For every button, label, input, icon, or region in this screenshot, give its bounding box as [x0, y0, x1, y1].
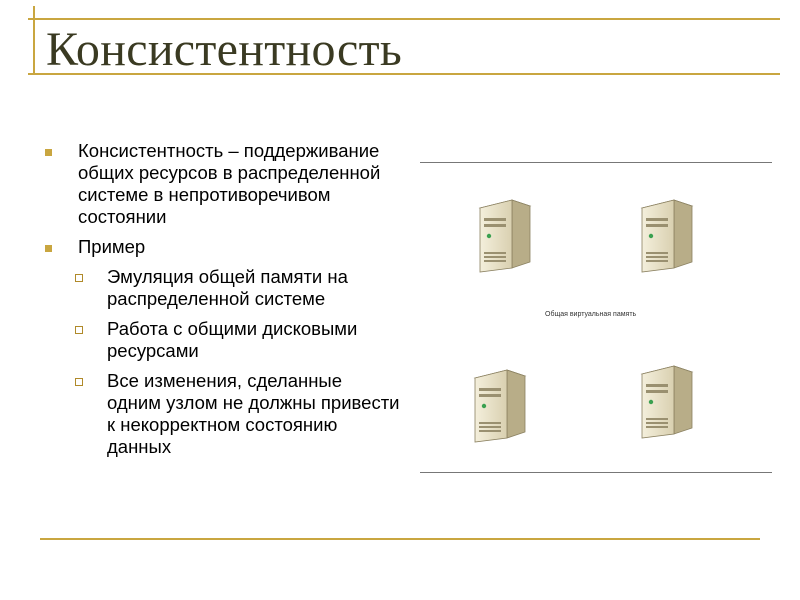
sub-bullet-text: Все изменения, сделанные одним узлом не должны привести к некорректном состоянию данных	[107, 370, 400, 457]
server-tower-icon	[468, 196, 538, 276]
left-rule	[33, 6, 35, 74]
hollow-square-bullet-icon	[75, 274, 83, 282]
sub-bullet-text: Эмуляция общей памяти на распределенной системе	[107, 266, 348, 309]
server-tower-icon	[463, 366, 533, 446]
top-rule	[28, 18, 780, 20]
slide-title: Консистентность	[46, 23, 403, 76]
bullet-text: Консистентность – поддерживание общих ресурсов в распределенной системе в непротиворечивом состоянии	[78, 140, 381, 227]
square-bullet-icon	[45, 245, 52, 252]
sub-bullet-text: Работа с общими дисковыми ресурсами	[107, 318, 358, 361]
hollow-square-bullet-icon	[75, 378, 83, 386]
bullet-list	[40, 140, 400, 466]
bullet-item	[40, 236, 400, 258]
diagram-bottom-line	[420, 472, 772, 473]
sub-bullet-item	[40, 318, 400, 362]
bullet-text: Пример	[78, 236, 146, 257]
bottom-rule	[40, 538, 760, 540]
bullet-item	[40, 140, 400, 228]
square-bullet-icon	[45, 149, 52, 156]
diagram-label: Общая виртуальная память	[545, 311, 637, 318]
sub-bullet-item	[40, 266, 400, 310]
server-tower-icon	[630, 362, 700, 442]
sub-bullet-item	[40, 370, 400, 458]
hollow-square-bullet-icon	[75, 326, 83, 334]
diagram-top-line	[420, 162, 772, 163]
server-tower-icon	[630, 196, 700, 276]
